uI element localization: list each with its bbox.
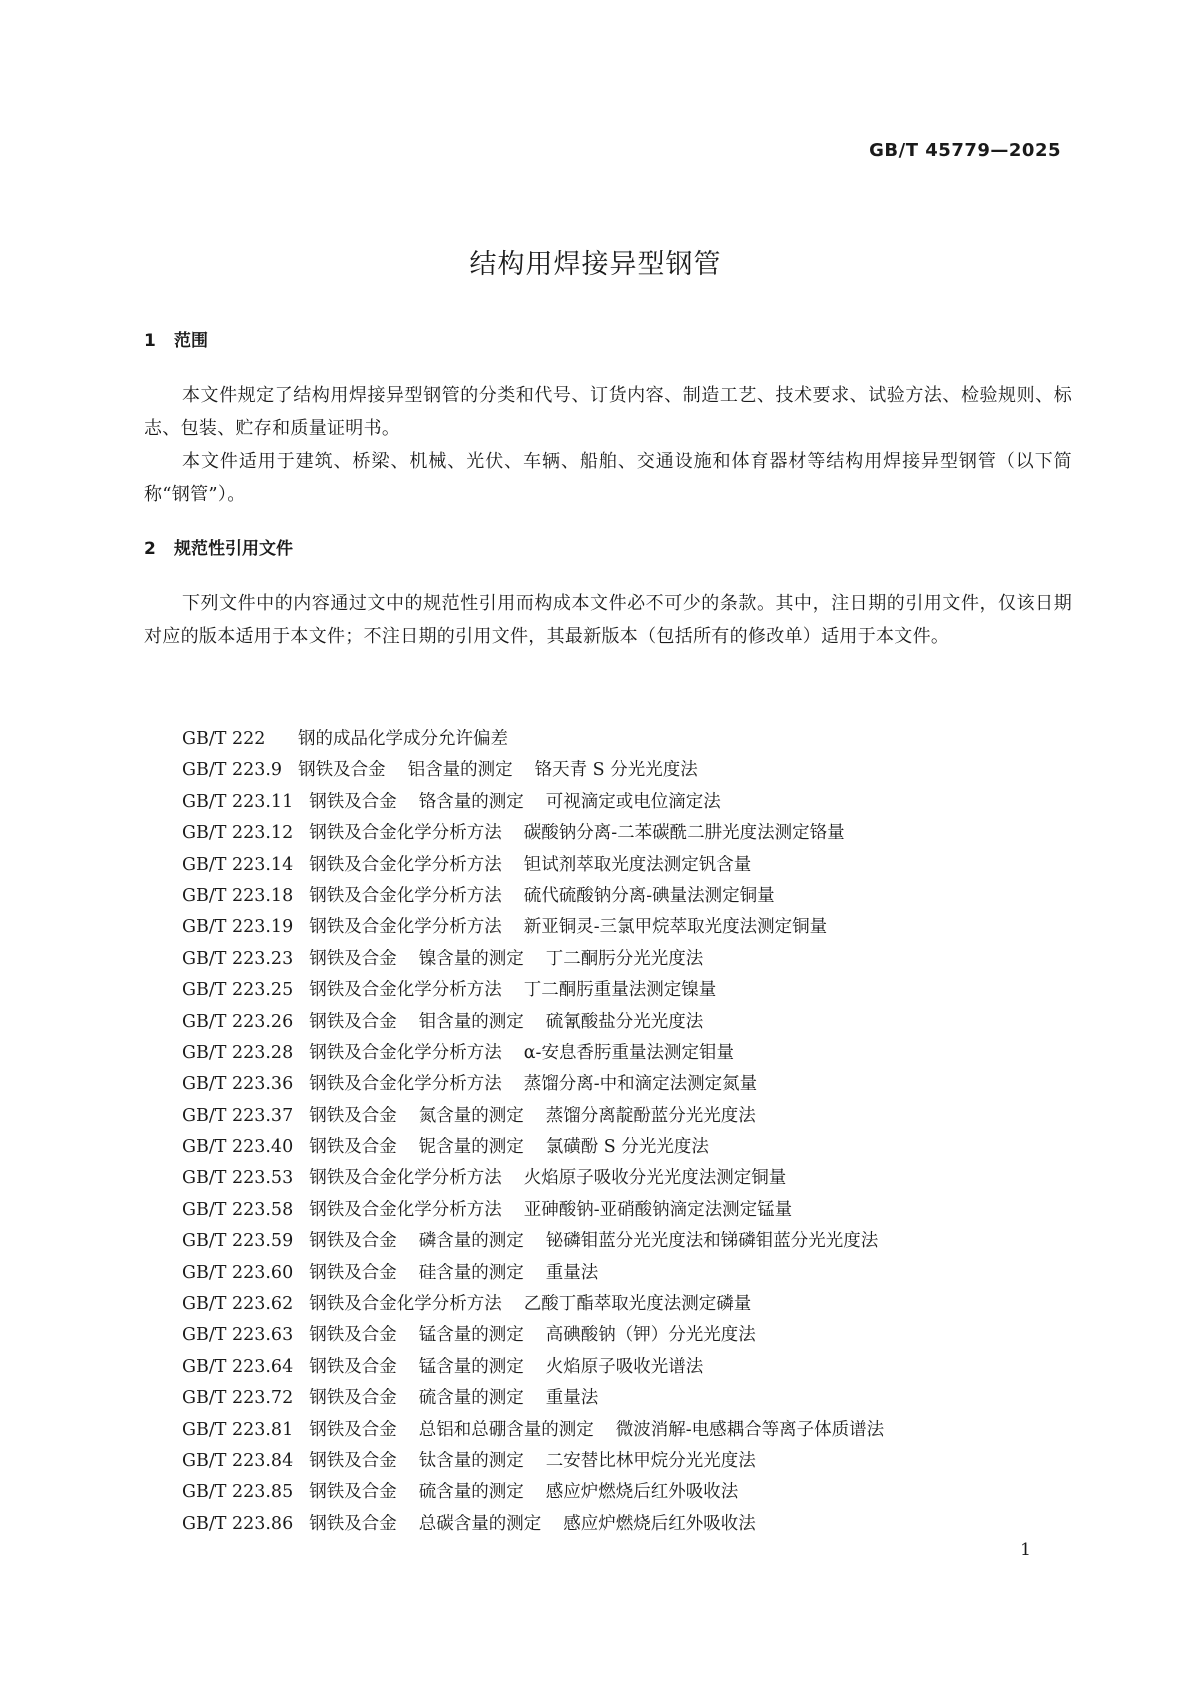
reference-title-part: 感应炉燃烧后红外吸收法 xyxy=(563,1513,756,1534)
section-1-number: 1 xyxy=(144,331,156,351)
reference-title-part: 钢铁及合金 xyxy=(309,1011,397,1032)
reference-code: GB/T 223.37 xyxy=(182,1105,294,1126)
reference-item xyxy=(182,1352,906,1383)
reference-list xyxy=(182,724,906,1540)
reference-code: GB/T 222 xyxy=(182,729,266,749)
reference-code: GB/T 223.59 xyxy=(182,1231,294,1252)
reference-title-part: 钽试剂萃取光度法测定钒含量 xyxy=(523,854,752,875)
reference-code: GB/T 223.81 xyxy=(182,1419,294,1440)
reference-title-part: 钢铁及合金 xyxy=(309,1419,397,1440)
reference-item xyxy=(182,1132,906,1163)
reference-title-part: 火焰原子吸收光谱法 xyxy=(545,1356,704,1377)
section-1-heading xyxy=(144,326,208,351)
reference-item xyxy=(182,1163,906,1194)
reference-title-part: 钢铁及合金 xyxy=(309,1231,397,1252)
reference-title-part: 蒸馏分离靛酚蓝分光光度法 xyxy=(545,1105,756,1126)
reference-title-part: 钢铁及合金化学分析方法 xyxy=(309,1294,502,1315)
reference-code: GB/T 223.64 xyxy=(182,1356,294,1377)
reference-item xyxy=(182,1289,906,1320)
reference-title-part: 钢铁及合金 xyxy=(309,1513,397,1534)
section-1-title: 范围 xyxy=(174,331,208,351)
reference-title-part: 铬含量的测定 xyxy=(418,791,524,812)
document-title: 结构用焊接异型钢管 xyxy=(469,249,722,280)
reference-item xyxy=(182,724,906,755)
reference-code: GB/T 223.12 xyxy=(182,823,294,844)
reference-item xyxy=(182,755,906,786)
reference-title-part: 氯磺酚 S 分光光度法 xyxy=(545,1137,709,1158)
section-2-number: 2 xyxy=(144,539,156,559)
reference-code: GB/T 223.11 xyxy=(182,791,294,812)
reference-title-part: 钢铁及合金 xyxy=(309,1262,397,1283)
reference-title-part: 钢铁及合金 xyxy=(309,791,397,812)
reference-code: GB/T 223.28 xyxy=(182,1042,294,1063)
reference-title-part: 钢铁及合金化学分析方法 xyxy=(309,917,502,938)
reference-title-part: 氮含量的测定 xyxy=(418,1105,524,1126)
reference-code: GB/T 223.60 xyxy=(182,1262,294,1283)
reference-code: GB/T 223.53 xyxy=(182,1168,294,1189)
reference-code: GB/T 223.36 xyxy=(182,1074,294,1095)
reference-item xyxy=(182,818,906,849)
reference-item xyxy=(182,1069,906,1100)
reference-item xyxy=(182,975,906,1006)
reference-title-part: 钛含量的测定 xyxy=(418,1450,524,1471)
scope-paragraph-2: 本文件适用于建筑、桥梁、机械、光伏、车辆、船舶、交通设施和体育器材等结构用焊接异型钢管（以下简称“钢管”）。 xyxy=(144,451,1072,505)
reference-title-part: 总碳含量的测定 xyxy=(418,1513,542,1534)
reference-title-part: α-安息香肟重量法测定钼量 xyxy=(523,1042,734,1063)
reference-title-part: 总铝和总硼含量的测定 xyxy=(418,1419,594,1440)
reference-title-part: 丁二酮肟重量法测定镍量 xyxy=(523,980,717,1001)
reference-title-part: 丁二酮肟分光光度法 xyxy=(545,948,704,969)
reference-title-part: 钢铁及合金 xyxy=(309,1325,397,1346)
reference-title-part: 乙酸丁酯萃取光度法测定磷量 xyxy=(523,1294,752,1315)
reference-title-part: 钢铁及合金 xyxy=(309,1388,397,1409)
scope-paragraph-1: 本文件规定了结构用焊接异型钢管的分类和代号、订货内容、制造工艺、技术要求、试验方法、检验规则、标志、包装、贮存和质量证明书。 xyxy=(144,385,1072,439)
reference-item xyxy=(182,787,906,818)
reference-title-part: 蒸馏分离-中和滴定法测定氮量 xyxy=(523,1074,758,1095)
reference-code: GB/T 223.72 xyxy=(182,1388,294,1409)
reference-item xyxy=(182,1038,906,1069)
reference-title-part: 磷含量的测定 xyxy=(418,1231,524,1252)
reference-item xyxy=(182,1258,906,1289)
reference-item xyxy=(182,1007,906,1038)
reference-title-part: 二安替比林甲烷分光光度法 xyxy=(545,1450,756,1471)
section-2-heading xyxy=(144,534,293,559)
reference-code: GB/T 223.84 xyxy=(182,1450,294,1471)
reference-code: GB/T 223.23 xyxy=(182,948,294,969)
reference-title-part: 微波消解-电感耦合等离子体质谱法 xyxy=(615,1419,885,1440)
reference-title-part: 钢铁及合金化学分析方法 xyxy=(309,1168,502,1189)
reference-item xyxy=(182,1101,906,1132)
reference-title-part: 硅含量的测定 xyxy=(418,1262,524,1283)
reference-title-part: 钢铁及合金化学分析方法 xyxy=(309,854,502,875)
reference-title-part: 镍含量的测定 xyxy=(418,948,524,969)
reference-code: GB/T 223.58 xyxy=(182,1199,294,1220)
reference-title-part: 钢的成品化学成分允许偏差 xyxy=(298,729,508,749)
reference-title-part: 硫含量的测定 xyxy=(418,1388,524,1409)
reference-title-part: 铝含量的测定 xyxy=(407,760,513,781)
reference-item xyxy=(182,1509,906,1540)
reference-title-part: 硫代硫酸钠分离-碘量法测定铜量 xyxy=(523,885,775,906)
reference-item xyxy=(182,1195,906,1226)
reference-title-part: 钢铁及合金 xyxy=(309,1137,397,1158)
reference-title-part: 铋磷钼蓝分光光度法和锑磷钼蓝分光光度法 xyxy=(545,1231,879,1252)
reference-title-part: 钢铁及合金 xyxy=(309,1482,397,1503)
reference-title-part: 锰含量的测定 xyxy=(418,1356,524,1377)
reference-title-part: 硫含量的测定 xyxy=(418,1482,524,1503)
reference-code: GB/T 223.18 xyxy=(182,885,294,906)
reference-title-part: 钢铁及合金化学分析方法 xyxy=(309,1199,502,1220)
reference-code: GB/T 223.9 xyxy=(182,760,283,781)
reference-title-part: 感应炉燃烧后红外吸收法 xyxy=(545,1482,739,1503)
reference-item xyxy=(182,1477,906,1508)
reference-item xyxy=(182,912,906,943)
reference-title-part: 钢铁及合金 xyxy=(309,1356,397,1377)
reference-title-part: 铌含量的测定 xyxy=(418,1137,524,1158)
references-intro: 下列文件中的内容通过文中的规范性引用而构成本文件必不可少的条款。其中，注日期的引用文件，仅该日期对应的版本适用于本文件；不注日期的引用文件，其最新版本（包括所有的修改单）适用于本文件。 xyxy=(144,593,1072,647)
reference-title-part: 钢铁及合金化学分析方法 xyxy=(309,980,502,1001)
reference-title-part: 碳酸钠分离-二苯碳酰二肼光度法测定铬量 xyxy=(523,823,845,844)
reference-code: GB/T 223.85 xyxy=(182,1482,294,1503)
reference-code: GB/T 223.86 xyxy=(182,1513,294,1534)
reference-title-part: 火焰原子吸收分光光度法测定铜量 xyxy=(523,1168,787,1189)
reference-code: GB/T 223.26 xyxy=(182,1011,294,1032)
reference-title-part: 亚砷酸钠-亚硝酸钠滴定法测定锰量 xyxy=(523,1199,793,1220)
reference-item xyxy=(182,1415,906,1446)
reference-title-part: 钢铁及合金 xyxy=(309,948,397,969)
reference-title-part: 钢铁及合金化学分析方法 xyxy=(309,1074,502,1095)
reference-item xyxy=(182,1383,906,1414)
reference-code: GB/T 223.62 xyxy=(182,1294,294,1315)
page-number: 1 xyxy=(1020,1540,1031,1560)
reference-code: GB/T 223.63 xyxy=(182,1325,294,1346)
reference-code: GB/T 223.14 xyxy=(182,854,294,875)
reference-title-part: 重量法 xyxy=(545,1262,599,1283)
reference-title-part: 钢铁及合金化学分析方法 xyxy=(309,1042,502,1063)
reference-code: GB/T 223.40 xyxy=(182,1137,294,1158)
reference-item xyxy=(182,881,906,912)
standard-code: GB/T 45779—2025 xyxy=(869,140,1061,161)
section-2-title: 规范性引用文件 xyxy=(174,539,293,559)
reference-title-part: 钢铁及合金化学分析方法 xyxy=(309,885,502,906)
reference-item xyxy=(182,1226,906,1257)
reference-title-part: 钢铁及合金 xyxy=(309,1105,397,1126)
reference-title-part: 铬天青 S 分光光度法 xyxy=(534,760,698,781)
reference-title-part: 锰含量的测定 xyxy=(418,1325,524,1346)
reference-title-part: 钢铁及合金 xyxy=(298,760,386,781)
reference-item xyxy=(182,850,906,881)
reference-title-part: 新亚铜灵-三氯甲烷萃取光度法测定铜量 xyxy=(523,917,828,938)
reference-title-part: 高碘酸钠（钾）分光光度法 xyxy=(545,1325,756,1346)
reference-title-part: 可视滴定或电位滴定法 xyxy=(545,791,721,812)
reference-code: GB/T 223.19 xyxy=(182,917,294,938)
reference-item xyxy=(182,1320,906,1351)
reference-code: GB/T 223.25 xyxy=(182,980,294,1001)
reference-item xyxy=(182,944,906,975)
reference-title-part: 钢铁及合金 xyxy=(309,1450,397,1471)
reference-title-part: 钢铁及合金化学分析方法 xyxy=(309,823,502,844)
reference-title-part: 重量法 xyxy=(545,1388,599,1409)
reference-title-part: 硫氰酸盐分光光度法 xyxy=(545,1011,704,1032)
reference-title-part: 钼含量的测定 xyxy=(418,1011,524,1032)
reference-item xyxy=(182,1446,906,1477)
